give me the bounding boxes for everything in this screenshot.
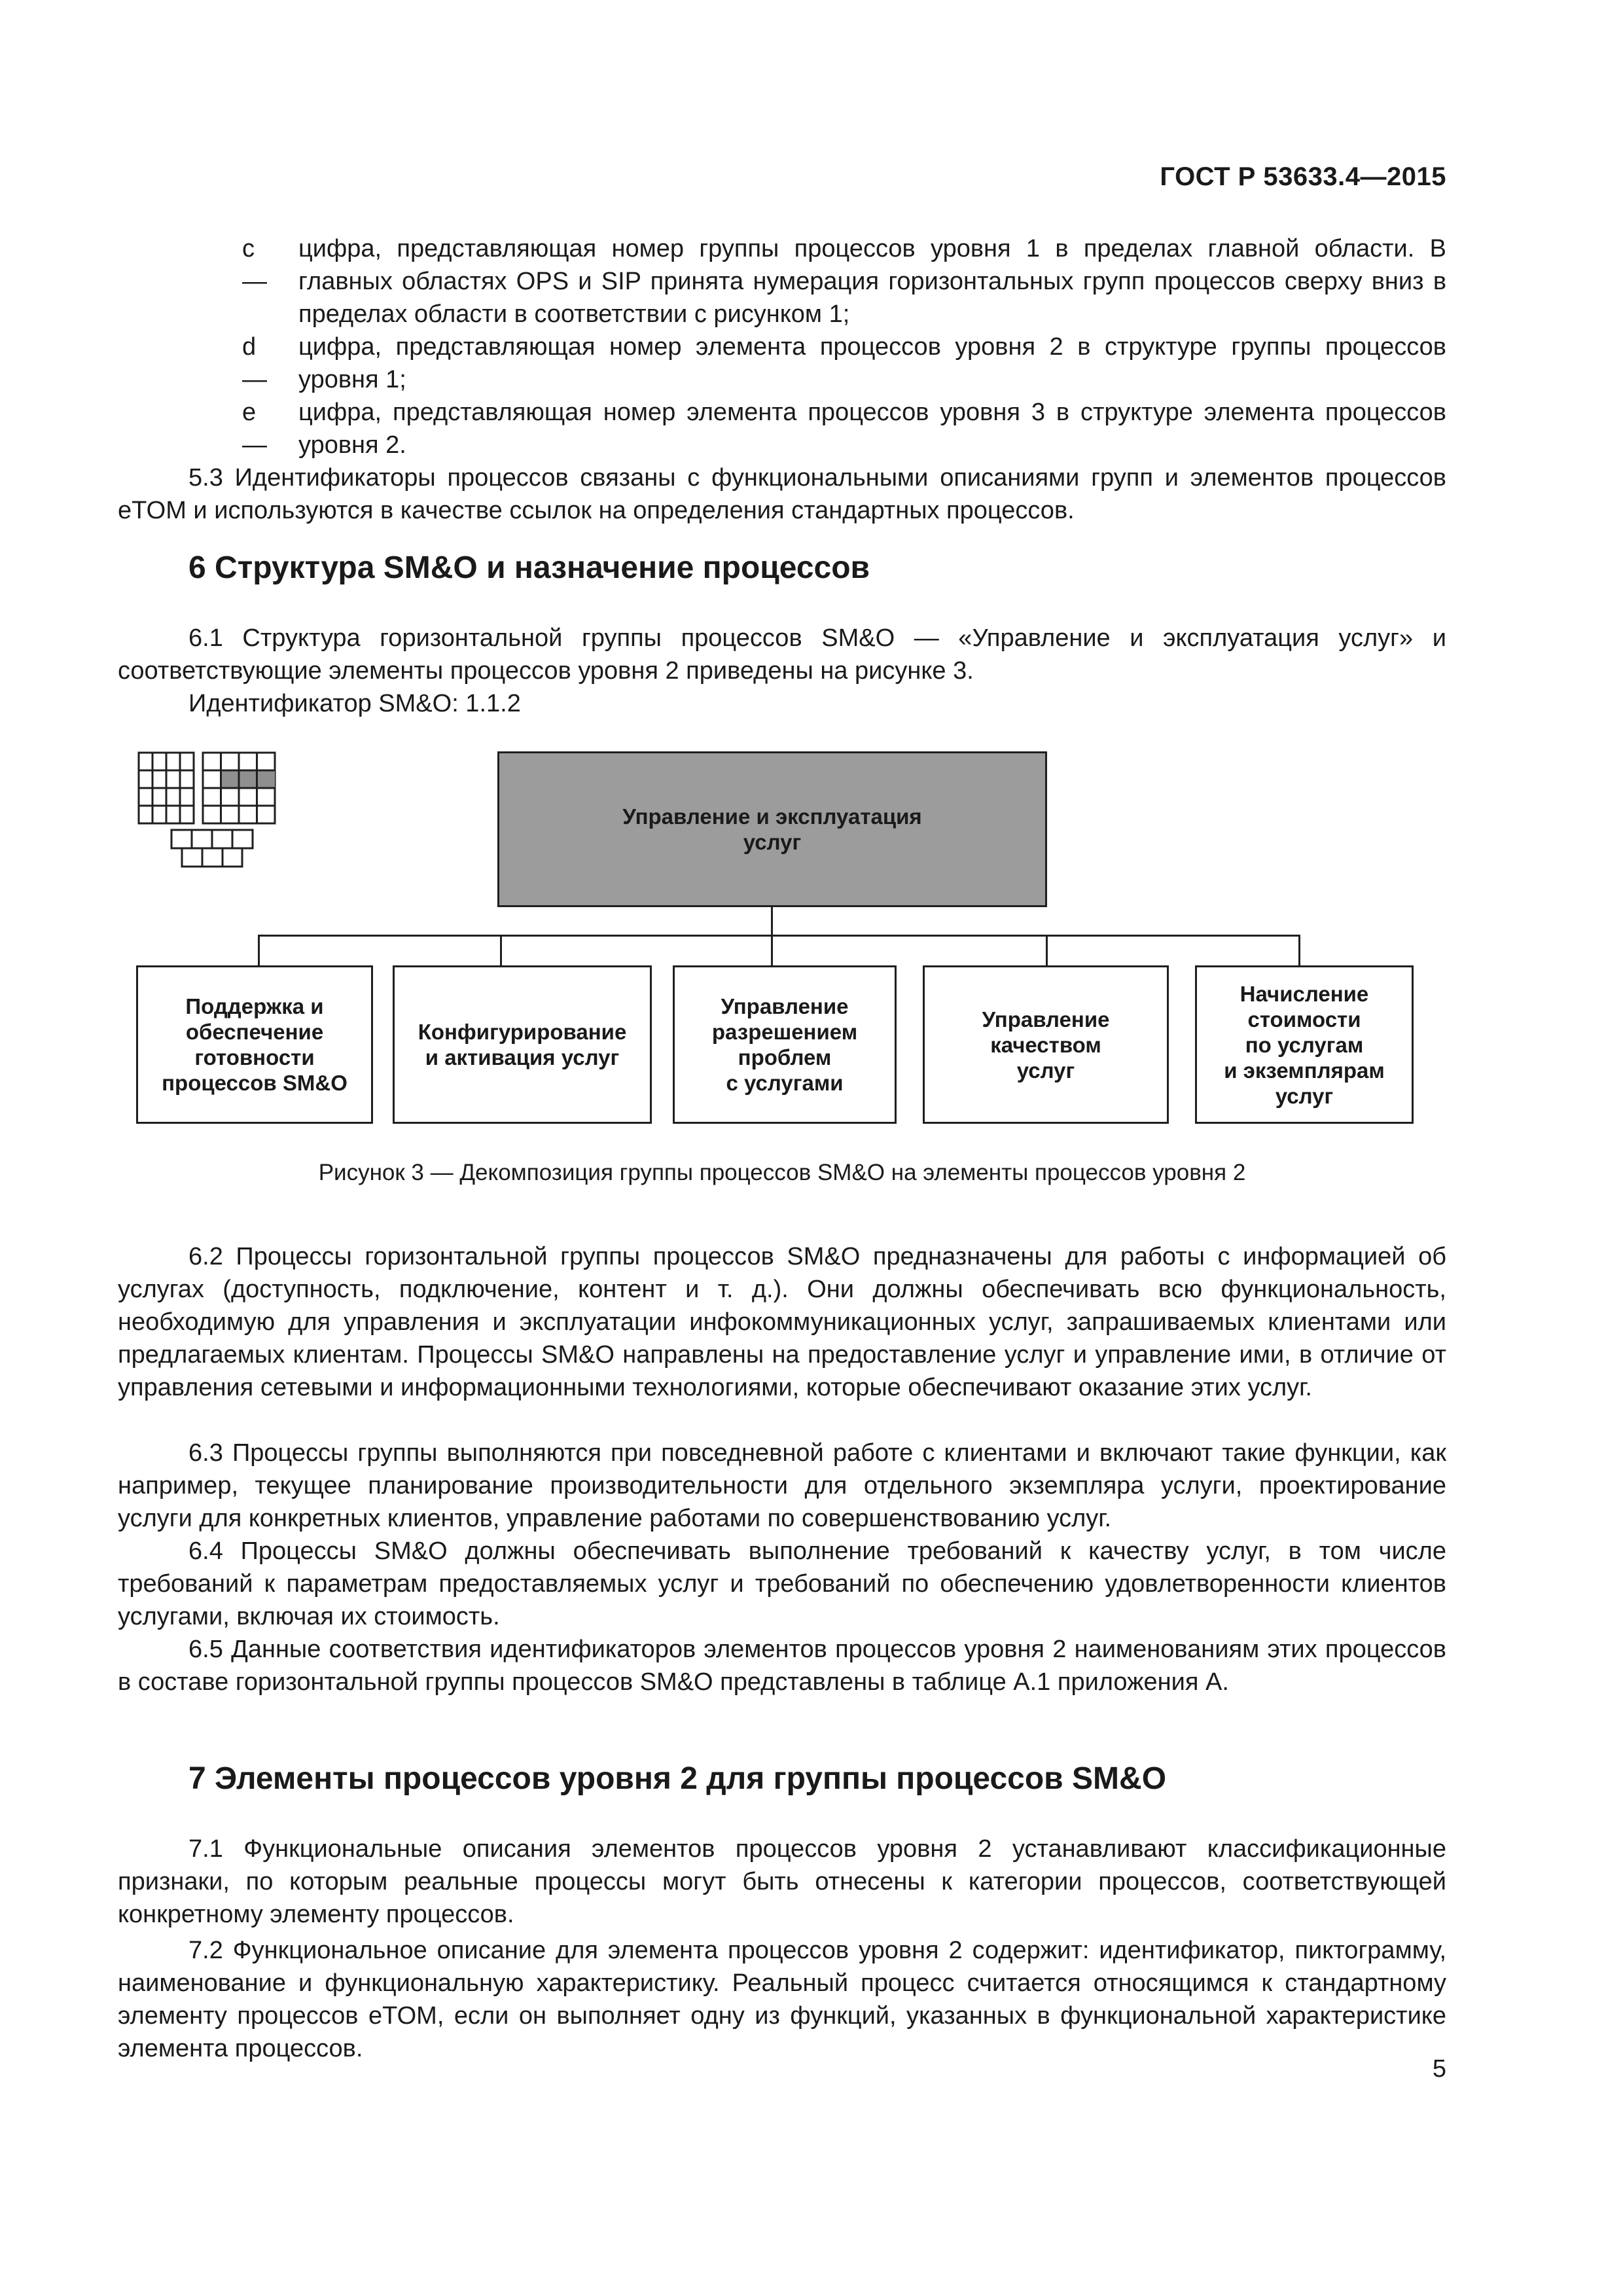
connector-drop-5 xyxy=(1298,935,1300,966)
paragraph-7-1: 7.1 Функциональные описания элементов процессов уровня 2 устанавливают классификационные признаки, по которым реальные процессы могут быть отнесены к категории процессов, соответствующей конкретному элементу процессов. xyxy=(118,1835,1446,1928)
connector-drop-1 xyxy=(258,935,260,966)
list-text: цифра, представляющая номер группы процессов уровня 1 в пределах главной области. В главных областях OPS и SIP принята нумерация горизонтальных групп процессов сверху вниз в пределах области в соответствии с рисунком 1; xyxy=(298,235,1446,328)
list-letter: c — xyxy=(242,235,267,295)
connector-drop-3 xyxy=(771,935,773,966)
section-6-heading: 6 Структура SM&O и назначение процессов xyxy=(188,550,870,585)
diagram-child-3 xyxy=(673,965,897,1124)
connector-drop-4 xyxy=(1046,935,1048,966)
connector-drop-2 xyxy=(500,935,502,966)
diagram-child-4 xyxy=(923,965,1169,1124)
diagram-child-5 xyxy=(1195,965,1414,1124)
diagram-top-box xyxy=(497,751,1047,907)
paragraph-5-3: 5.3 Идентификаторы процессов связаны с функциональными описаниями групп и элементов процессов eTOM и используются в качестве ссылок на определения стандартных процессов. xyxy=(118,464,1446,524)
list-letter: e — xyxy=(242,399,267,459)
list-text: цифра, представляющая номер элемента процессов уровня 3 в структуре элемента процессов уровня 2. xyxy=(298,399,1446,459)
paragraph-6-4: 6.4 Процессы SM&O должны обеспечивать выполнение требований к качеству услуг, в том числе требований к параметрам предоставляемых услуг и требований по обеспечению удовлетворенности клиентов услугами, включая их стоимость. xyxy=(118,1537,1446,1630)
diagram-top-label: Управление и эксплуатация услуг xyxy=(622,804,922,854)
diagram-child-label: Управление разрешением проблем с услугами xyxy=(711,994,858,1095)
paragraph-6-5: 6.5 Данные соответствия идентификаторов элементов процессов уровня 2 наименованиям этих процессов в составе горизонтальной группы процессов SM&O представлены в таблице А.1 приложения А. xyxy=(118,1636,1446,1696)
diagram-child-2 xyxy=(393,965,652,1124)
list-letter: d — xyxy=(242,333,267,393)
connector-horizontal xyxy=(258,935,1300,937)
paragraph-6-3: 6.3 Процессы группы выполняются при повседневной работе с клиентами и включают такие функции, как например, текущее планирование производительности для отдельного экземпляра услуги, проектирование услуги для конкретных клиентов, управление работами по совершенствованию услуг. xyxy=(118,1439,1446,1532)
diagram-child-label: Управление качеством услуг xyxy=(982,1007,1110,1083)
page-number: 5 xyxy=(1432,2055,1446,2083)
paragraph-7-2: 7.2 Функциональное описание для элемента процессов уровня 2 содержит: идентификатор, пиктограмму, наименование и функциональную характеристику. Реальный процесс считается относящимся к стандартному элементу процессов eTOM, если он выполняет одну из функций, указанных в функциональной характеристике элемента процессов. xyxy=(118,1937,1446,2062)
process-group-pictogram xyxy=(137,751,288,876)
connector-vertical-main xyxy=(771,907,773,936)
diagram-child-label: Конфигурирование и активация услуг xyxy=(418,1020,627,1069)
paragraph-6-2: 6.2 Процессы горизонтальной группы процессов SM&O предназначены для работы с информацией об услугах (доступность, подключение, контент и т. д.). Они должны обеспечивать всю функциональность, необходимую для управления и эксплуатации инфокоммуникационных услуг, запрашиваемых клиентами или предлагаемых клиентам. Процессы SM&O направлены на предоставление услуг и управление ими, в отличие от управления сетевыми и информационными технологиями, которые обеспечивают оказание этих услуг. xyxy=(118,1243,1446,1401)
standard-header: ГОСТ Р 53633.4—2015 xyxy=(1160,162,1446,191)
section-7-heading: 7 Элементы процессов уровня 2 для группы процессов SM&O xyxy=(188,1761,1167,1796)
diagram-child-label: Поддержка и обеспечение готовности процессов SM&O xyxy=(162,994,348,1095)
identifier-line: Идентификатор SM&O: 1.1.2 xyxy=(188,690,521,717)
figure-caption: Рисунок 3 — Декомпозиция группы процессов SM&O на элементы процессов уровня 2 xyxy=(318,1160,1246,1185)
diagram-child-1 xyxy=(136,965,373,1124)
diagram-child-label: Начисление стоимости по услугам и экземплярам услуг xyxy=(1224,981,1385,1108)
list-text: цифра, представляющая номер элемента процессов уровня 2 в структуре группы процессов уровня 1; xyxy=(298,333,1446,393)
paragraph-6-1: 6.1 Структура горизонтальной группы процессов SM&O — «Управление и эксплуатация услуг» и соответствующие элементы процессов уровня 2 приведены на рисунке 3. xyxy=(118,624,1446,685)
